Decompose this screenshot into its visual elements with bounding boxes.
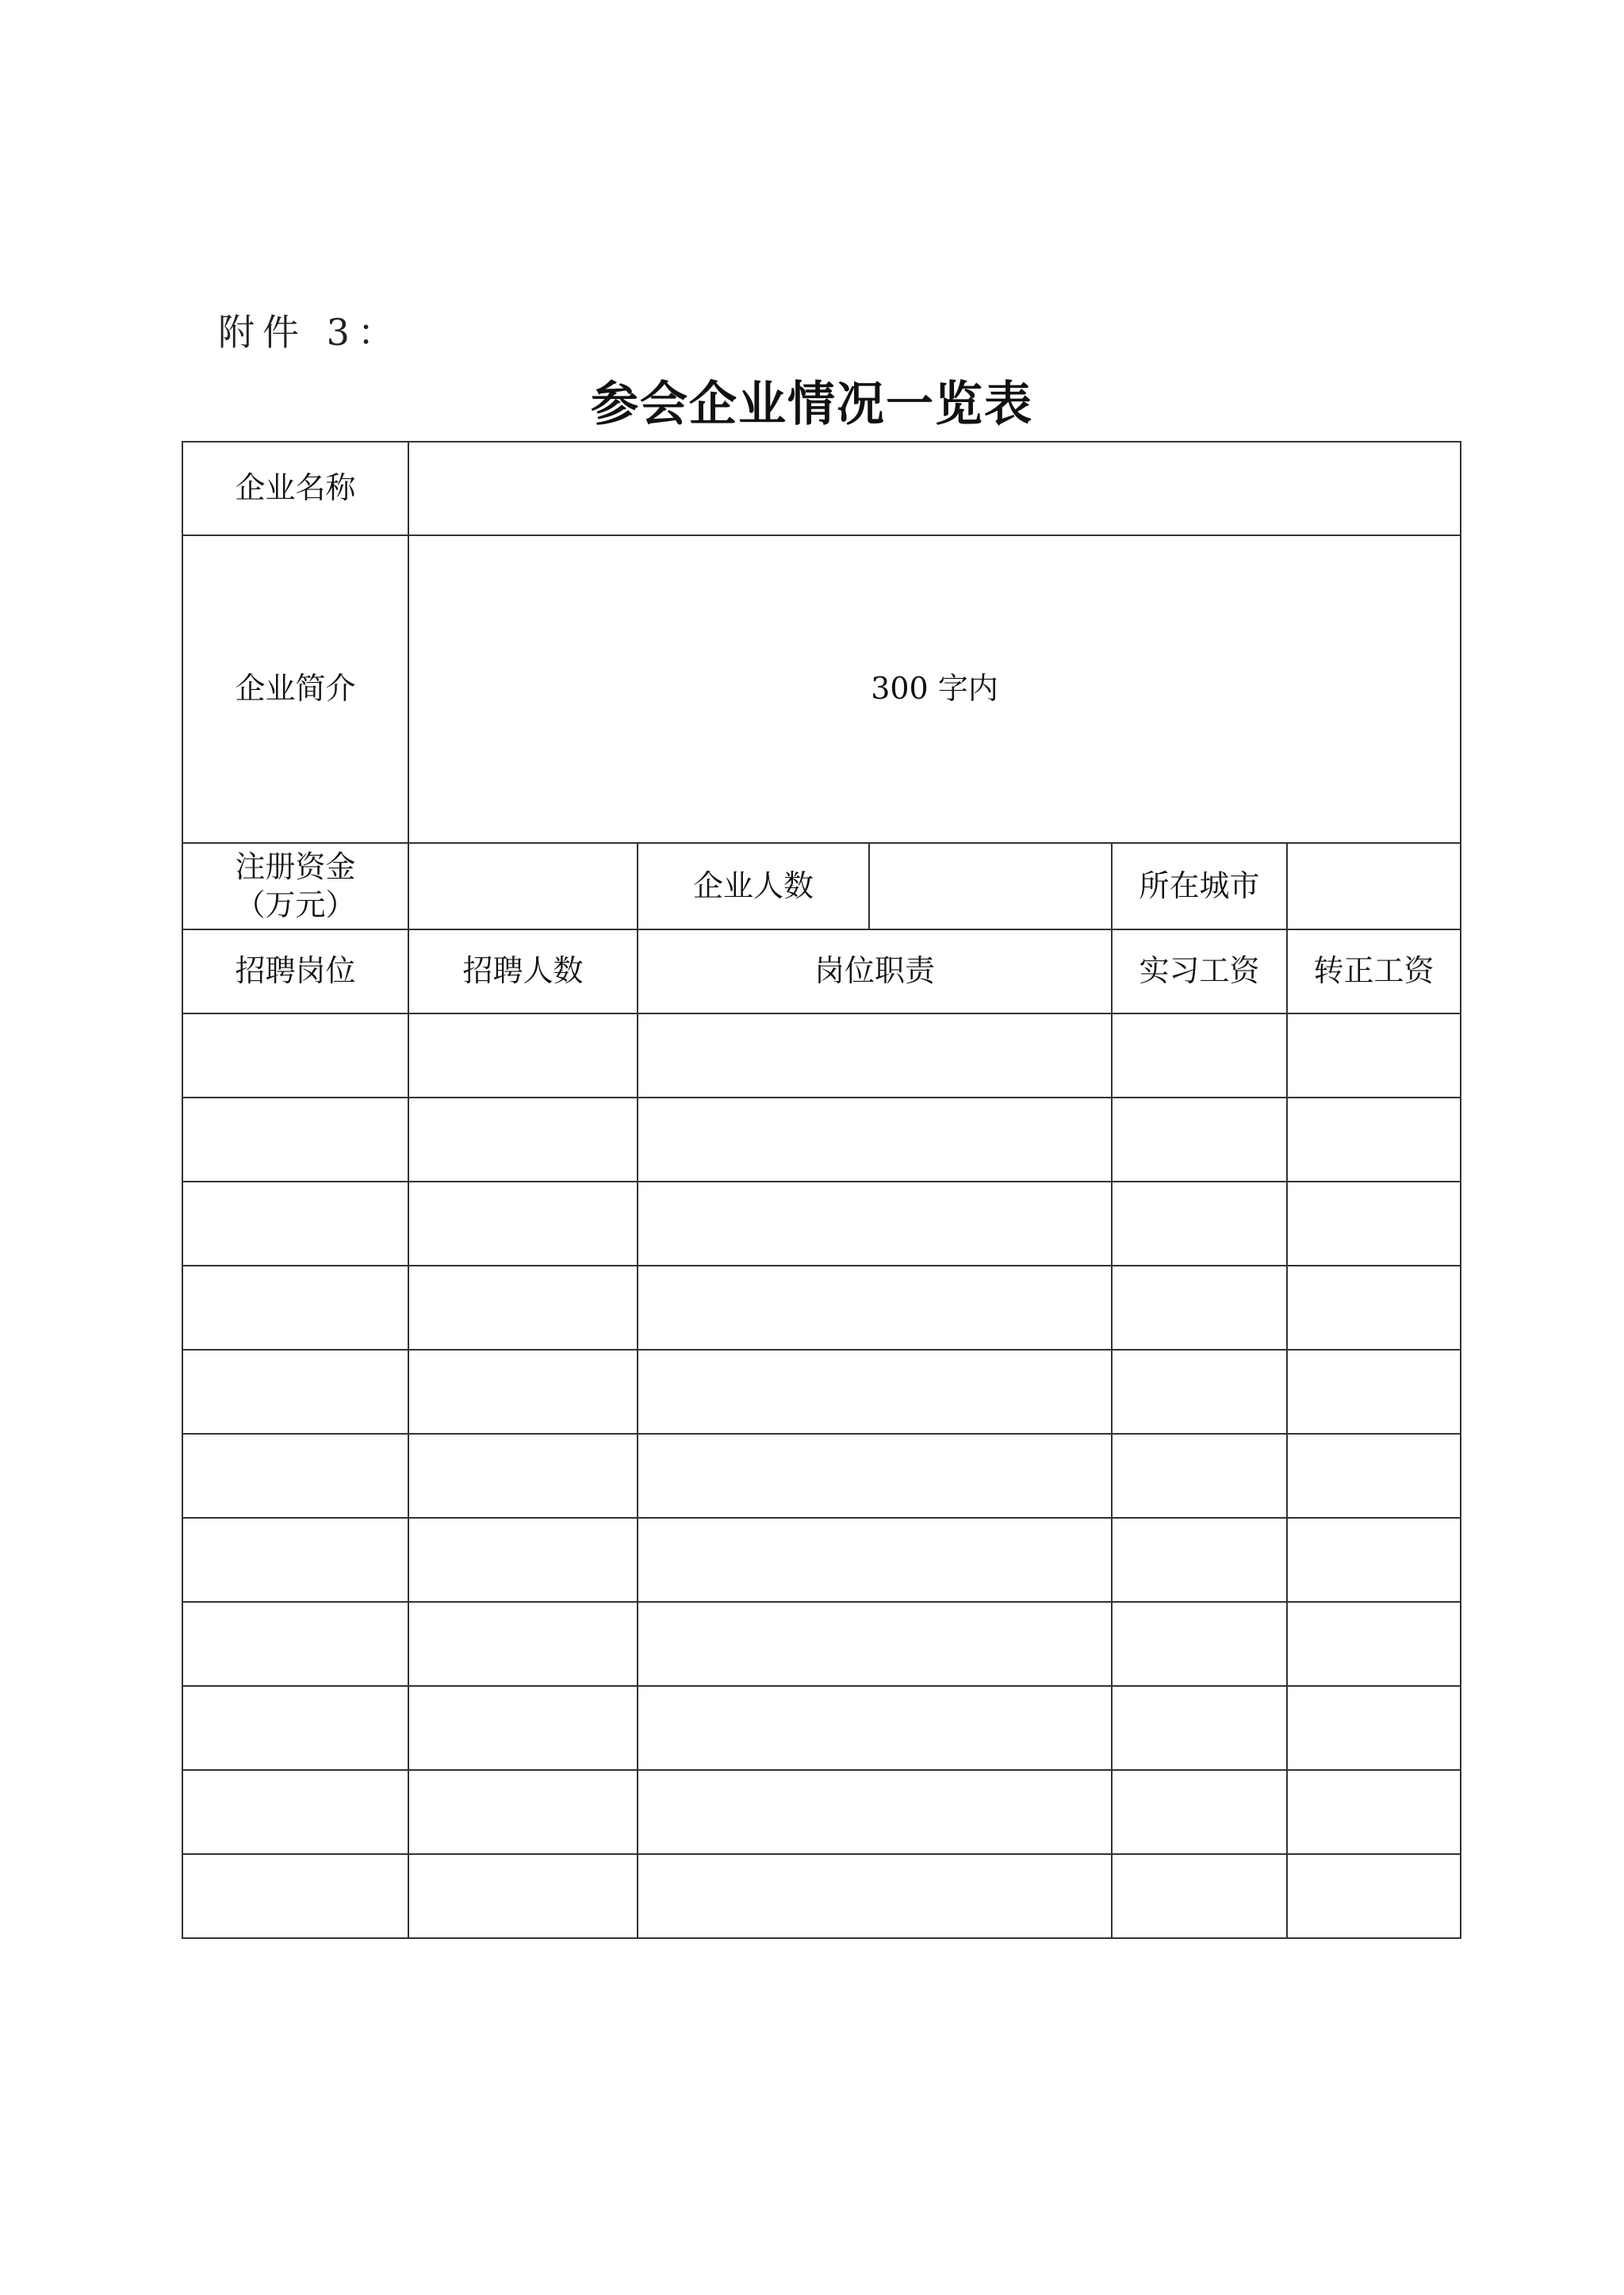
header-hiring-count: 招聘人数 (408, 929, 638, 1013)
regular-salary-cell[interactable] (1287, 1854, 1461, 1938)
company-intro-field[interactable]: 300 字内 (408, 535, 1461, 843)
hiring-count-cell[interactable] (408, 1013, 638, 1098)
position-rows (182, 1013, 1461, 1938)
intern-salary-cell[interactable] (1112, 1518, 1287, 1602)
company-name-row (182, 442, 1461, 535)
position-cell[interactable] (182, 1266, 408, 1350)
position-row (182, 1770, 1461, 1854)
registered-capital-label (182, 843, 408, 929)
position-row (182, 1854, 1461, 1938)
company-name-field[interactable] (408, 442, 1461, 535)
position-cell[interactable] (182, 1602, 408, 1686)
intern-salary-cell[interactable] (1112, 1182, 1287, 1266)
position-row (182, 1434, 1461, 1518)
hiring-count-cell[interactable] (408, 1854, 638, 1938)
intern-salary-cell[interactable] (1112, 1098, 1287, 1182)
responsibilities-cell[interactable] (638, 1602, 1112, 1686)
headcount-label: 企业人数 (638, 843, 869, 929)
regular-salary-cell[interactable] (1287, 1770, 1461, 1854)
position-cell[interactable] (182, 1770, 408, 1854)
header-position: 招聘岗位 (182, 929, 408, 1013)
intern-salary-cell[interactable] (1112, 1266, 1287, 1350)
responsibilities-cell[interactable] (638, 1182, 1112, 1266)
intern-salary-cell[interactable] (1112, 1854, 1287, 1938)
company-name-label: 企业名称 (182, 442, 408, 535)
city-label: 所在城市 (1112, 843, 1287, 929)
hiring-count-cell[interactable] (408, 1266, 638, 1350)
registered-capital-label-line1: 注册资金 (235, 849, 356, 884)
hiring-count-cell[interactable] (408, 1350, 638, 1434)
position-cell[interactable] (182, 1518, 408, 1602)
header-regular-salary: 转正工资 (1287, 929, 1461, 1013)
hiring-count-cell[interactable] (408, 1518, 638, 1602)
responsibilities-cell[interactable] (638, 1266, 1112, 1350)
regular-salary-cell[interactable] (1287, 1013, 1461, 1098)
hiring-count-cell[interactable] (408, 1770, 638, 1854)
position-cell[interactable] (182, 1854, 408, 1938)
responsibilities-cell[interactable] (638, 1098, 1112, 1182)
city-field[interactable] (1287, 843, 1461, 929)
position-row (182, 1350, 1461, 1434)
position-cell[interactable] (182, 1098, 408, 1182)
intern-salary-cell[interactable] (1112, 1013, 1287, 1098)
responsibilities-cell[interactable] (638, 1013, 1112, 1098)
intern-salary-cell[interactable] (1112, 1602, 1287, 1686)
intern-salary-cell[interactable] (1112, 1350, 1287, 1434)
company-stats-row (182, 843, 1461, 929)
regular-salary-cell[interactable] (1287, 1602, 1461, 1686)
regular-salary-cell[interactable] (1287, 1350, 1461, 1434)
registered-capital-field[interactable] (408, 843, 638, 929)
header-responsibilities: 岗位职责 (638, 929, 1112, 1013)
company-intro-row (182, 535, 1461, 843)
responsibilities-cell[interactable] (638, 1434, 1112, 1518)
hiring-count-cell[interactable] (408, 1686, 638, 1770)
regular-salary-cell[interactable] (1287, 1098, 1461, 1182)
position-cell[interactable] (182, 1182, 408, 1266)
intern-salary-cell[interactable] (1112, 1770, 1287, 1854)
intern-salary-cell[interactable] (1112, 1434, 1287, 1518)
registered-capital-label-line2: （万元） (235, 887, 356, 922)
position-cell[interactable] (182, 1686, 408, 1770)
headcount-field[interactable] (869, 843, 1112, 929)
position-cell[interactable] (182, 1013, 408, 1098)
responsibilities-cell[interactable] (638, 1686, 1112, 1770)
hiring-count-cell[interactable] (408, 1602, 638, 1686)
position-row (182, 1266, 1461, 1350)
regular-salary-cell[interactable] (1287, 1434, 1461, 1518)
position-cell[interactable] (182, 1434, 408, 1518)
hiring-count-cell[interactable] (408, 1434, 638, 1518)
responsibilities-cell[interactable] (638, 1770, 1112, 1854)
attachment-label: 附件 3： (218, 311, 402, 354)
responsibilities-cell[interactable] (638, 1350, 1112, 1434)
regular-salary-cell[interactable] (1287, 1686, 1461, 1770)
position-row (182, 1518, 1461, 1602)
form-body (182, 442, 1461, 1013)
regular-salary-cell[interactable] (1287, 1182, 1461, 1266)
header-intern-salary: 实习工资 (1112, 929, 1287, 1013)
position-cell[interactable] (182, 1350, 408, 1434)
position-row (182, 1013, 1461, 1098)
position-row (182, 1686, 1461, 1770)
responsibilities-cell[interactable] (638, 1518, 1112, 1602)
position-row (182, 1182, 1461, 1266)
responsibilities-cell[interactable] (638, 1854, 1112, 1938)
regular-salary-cell[interactable] (1287, 1518, 1461, 1602)
page-title: 参会企业情况一览表 (591, 377, 1033, 432)
hiring-count-cell[interactable] (408, 1098, 638, 1182)
position-row (182, 1098, 1461, 1182)
positions-header-row (182, 929, 1461, 1013)
regular-salary-cell[interactable] (1287, 1266, 1461, 1350)
company-info-form (182, 441, 1461, 1939)
company-intro-label: 企业简介 (182, 535, 408, 843)
intern-salary-cell[interactable] (1112, 1686, 1287, 1770)
position-row (182, 1602, 1461, 1686)
hiring-count-cell[interactable] (408, 1182, 638, 1266)
